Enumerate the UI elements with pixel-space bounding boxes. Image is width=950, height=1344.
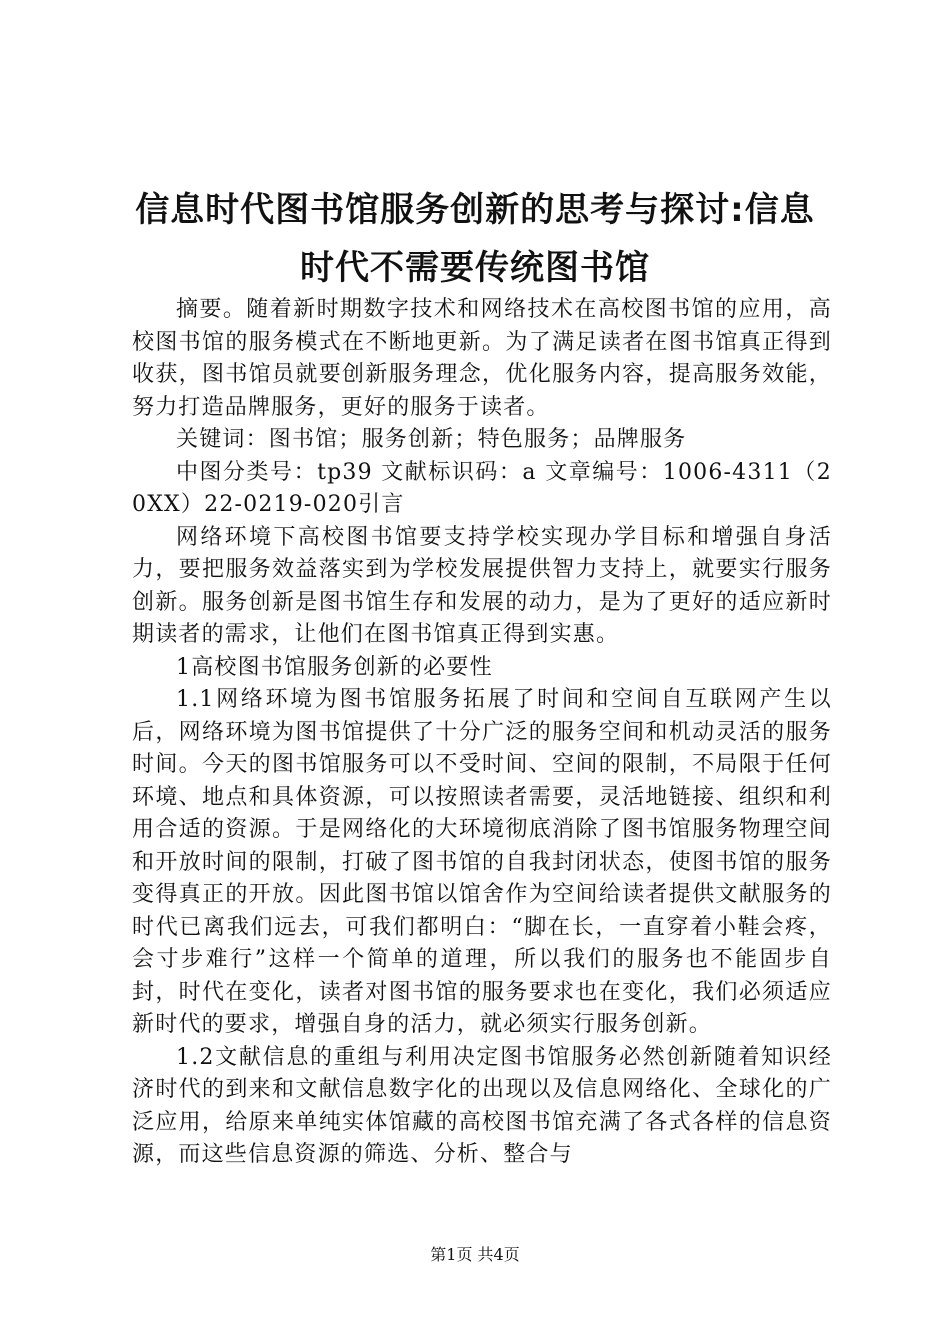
keywords-paragraph: 关键词：图书馆；服务创新；特色服务；品牌服务	[176, 427, 687, 452]
section-1-2-paragraph: 1.2文献信息的重组与利用决定图书馆服务必然创新随着知识经济时代的到来和文献信息数字化的出现以及信息网络化、全球化的广泛应用，给原来单纯实体馆藏的高校图书馆充满了各式各样的信息资源，而这些信息资源的筛选、分析、整合与	[132, 1044, 832, 1167]
document-title-line-2: 时代不需要传统图书馆	[300, 248, 650, 288]
section-1-1-paragraph: 1.1网络环境为图书馆服务拓展了时间和空间自互联网产生以后，网络环境为图书馆提供了十分广泛的服务空间和机动灵活的服务时间。今天的图书馆服务可以不受时间、空间的限制，不局限于任何环境、地点和具体资源，可以按照读者需要，灵活地链接、组织和利用合适的资源。于是网络化的大环境彻底消除了图书馆服务物理空间和开放时间的限制，打破了图书馆的自我封闭状态，使图书馆的服务变得真正的开放。因此图书馆以馆舍作为空间给读者提供文献服务的时代已离我们远去，可我们都明白：“脚在长，一直穿着小鞋会疼，会寸步难行”这样一个简单的道理，所以我们的服务也不能固步自封，时代在变化，读者对图书馆的服务要求也在变化，我们必须适应新时代的要求，增强自身的活力，就必须实行服务创新。	[132, 687, 832, 1037]
introduction-paragraph: 网络环境下高校图书馆要支持学校实现办学目标和增强自身活力，要把服务效益落实到为学校发展提供智力支持上，就要实行服务创新。服务创新是图书馆生存和发展的动力，是为了更好的适应新时期读者的需求，让他们在图书馆真正得到实惠。	[132, 524, 832, 647]
section-heading-1: 1高校图书馆服务创新的必要性	[176, 654, 493, 680]
page-number-footer: 第1页 共4页	[430, 1245, 520, 1264]
document-title-line-1: 信息时代图书馆服务创新的思考与探讨:信息	[135, 190, 815, 230]
document-body	[132, 290, 832, 1172]
abstract-paragraph: 摘要。随着新时期数字技术和网络技术在高校图书馆的应用，高校图书馆的服务模式在不断地更新。为了满足读者在图书馆真正得到收获，图书馆员就要创新服务理念，优化服务内容，提高服务效能，努力打造品牌服务，更好的服务于读者。	[132, 297, 832, 420]
classification-paragraph: 中图分类号：tp39 文献标识码：a 文章编号：1006-4311（20XX）22-0219-020引言	[132, 459, 832, 517]
